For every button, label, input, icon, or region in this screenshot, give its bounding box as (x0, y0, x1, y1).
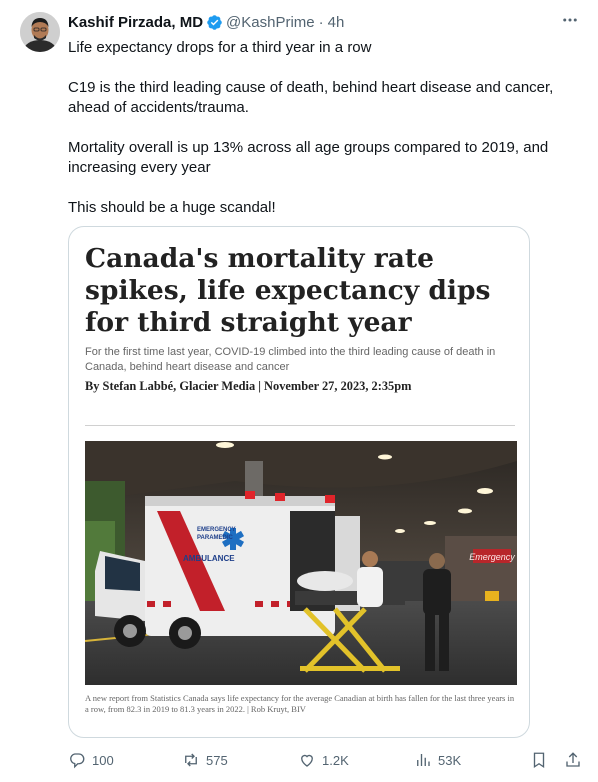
article-byline: By Stefan Labbé, Glacier Media | November 27, 2023, 2:35pm (85, 379, 412, 393)
ambulance-text: EMERGENCY (197, 527, 236, 533)
tweet-paragraph: Mortality overall is up 13% across all age groups compared to 2019, and increasing every year (68, 139, 549, 176)
emergency-sign: Emergency (469, 552, 515, 562)
action-bar (68, 748, 588, 772)
article-image-card[interactable] (68, 226, 530, 738)
ambulance-photo (85, 441, 517, 685)
separator-dot: · (318, 13, 324, 31)
verified-badge-icon[interactable] (206, 14, 223, 31)
share-button[interactable] (564, 748, 588, 772)
photo-caption: A new report from Statistics Canada says life expectancy for the average Canadian at birth has fallen for the last three years in a row, from 82.3 in 2019 to 81.3 years in 2022. | Rob Kruyt, BIV (85, 693, 515, 714)
heart-icon (298, 751, 316, 769)
article-subhead: For the first time last year, COVID-19 climbed into the third leading cause of death in Canada, behind heart disease and cancer (85, 346, 496, 373)
like-button[interactable] (298, 748, 349, 772)
tweet-text (68, 38, 568, 218)
article-headline: Canada's mortality rate spikes, life expectancy dips for third straight year (85, 243, 491, 338)
more-options-icon[interactable] (558, 10, 582, 30)
bookmark-icon (530, 751, 548, 769)
view-count: 53K (438, 752, 462, 768)
tweet-time[interactable]: 4h (327, 13, 345, 31)
bookmark-button[interactable] (530, 748, 554, 772)
divider (85, 425, 515, 426)
views-button[interactable] (414, 748, 461, 772)
reply-button[interactable] (68, 748, 114, 772)
repost-icon (182, 751, 200, 769)
share-icon (564, 751, 582, 769)
avatar-image (20, 12, 60, 52)
tweet-paragraph: Life expectancy drops for a third year in a row (68, 39, 372, 56)
tweet-paragraph: C19 is the third leading cause of death, behind heart disease and cancer, ahead of accidents/trauma. (68, 79, 554, 116)
repost-count: 575 (206, 752, 228, 768)
reply-count: 100 (92, 752, 114, 768)
tweet-paragraph: This should be a huge scandal! (68, 199, 276, 216)
repost-button[interactable] (182, 748, 228, 772)
author-handle[interactable]: @KashPrime (226, 13, 315, 31)
ambulance-text: PARAMEDIC (197, 535, 233, 541)
views-chart-icon (414, 751, 432, 769)
like-count: 1.2K (322, 752, 349, 768)
avatar[interactable] (20, 12, 60, 52)
author-name[interactable]: Kashif Pirzada, MD (68, 13, 204, 31)
ambulance-text: AMBULANCE (183, 554, 235, 563)
tweet-header (68, 12, 344, 32)
reply-icon (68, 751, 86, 769)
